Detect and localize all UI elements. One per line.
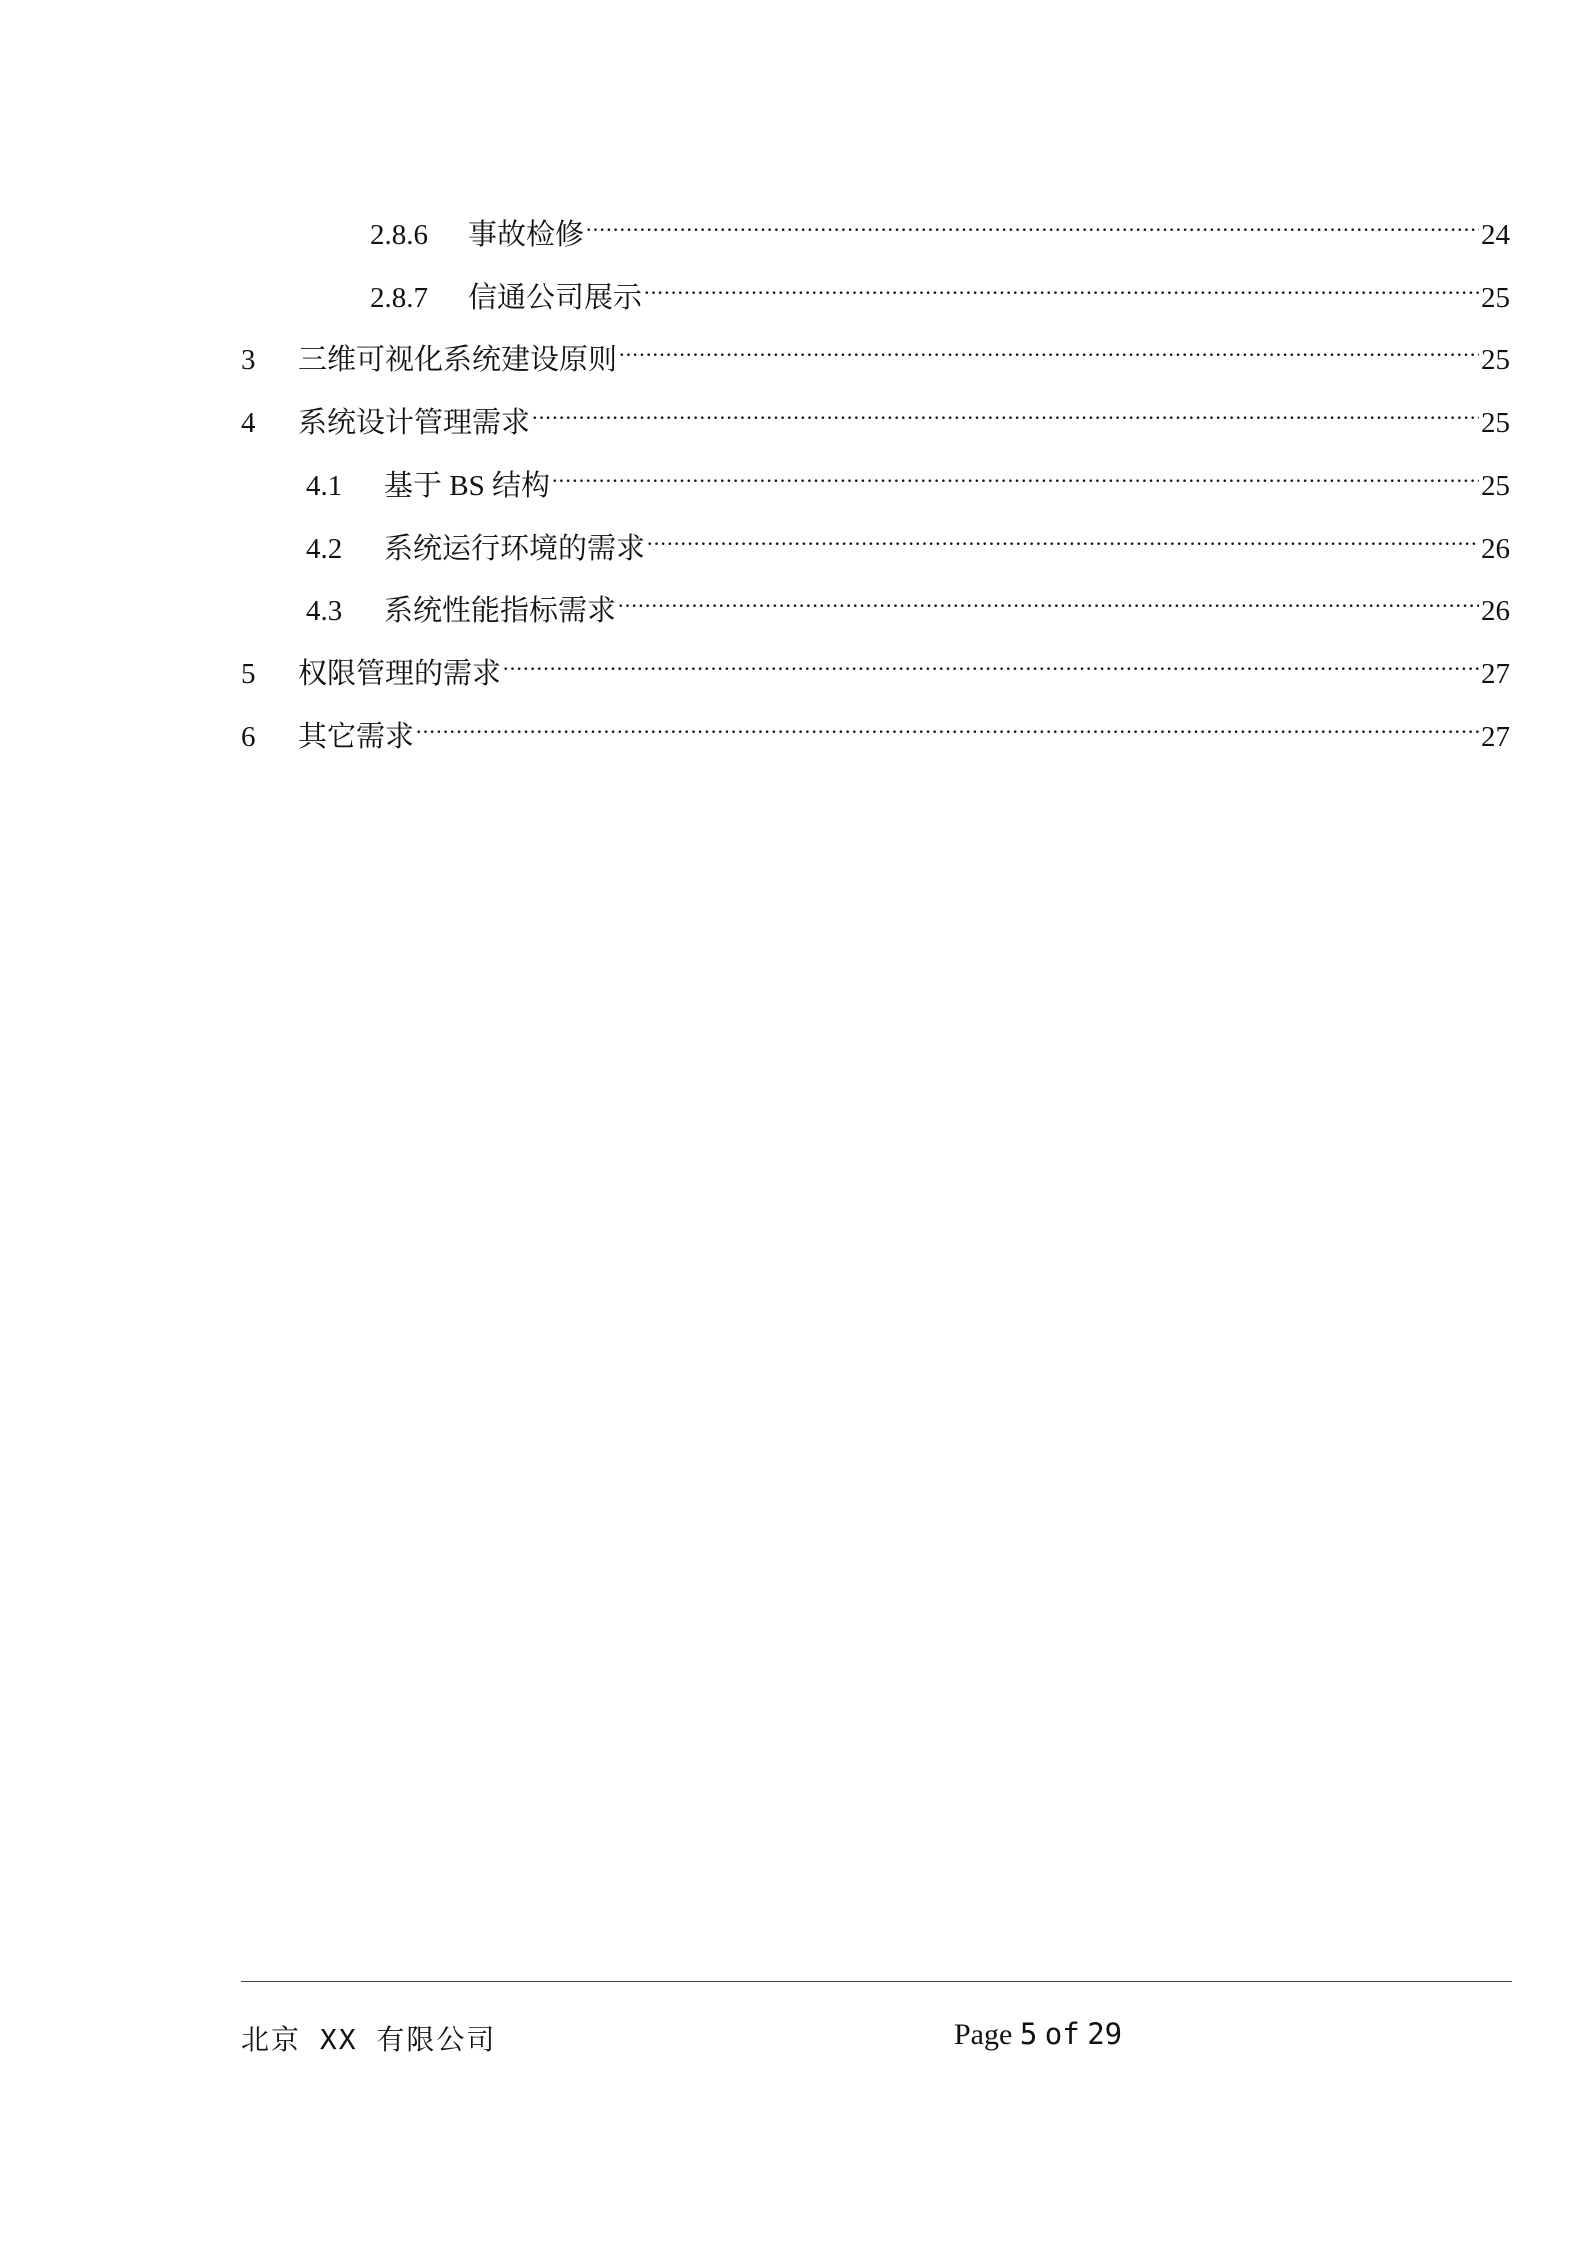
toc-entry-3[interactable] [241, 329, 1510, 376]
toc-entry-6[interactable] [241, 706, 1510, 753]
footer-page-word: Page [954, 2018, 1013, 2051]
toc-entry-number: 4 [241, 407, 256, 439]
toc-entry-4-2[interactable] [306, 518, 1510, 565]
toc-entry-number: 4.1 [306, 470, 343, 502]
toc-entry-title: 系统运行环境的需求 [384, 533, 646, 565]
toc-entry-title: 信通公司展示 [468, 282, 643, 314]
toc-entry-number: 2.8.7 [370, 282, 428, 314]
toc-entry-page: 25 [1481, 470, 1510, 502]
toc-entry-2-8-7[interactable] [370, 267, 1510, 314]
toc-leader-dots [647, 518, 1479, 558]
toc-entry-page: 26 [1481, 533, 1510, 565]
toc-entry-4[interactable] [241, 392, 1510, 439]
toc-entry-page: 25 [1481, 344, 1510, 376]
toc-leader-dots [644, 267, 1479, 307]
toc-entry-number: 6 [241, 721, 256, 753]
toc-entry-page: 25 [1481, 407, 1510, 439]
footer-page-of: of [1044, 2017, 1080, 2051]
toc-entry-number: 3 [241, 344, 256, 376]
toc-entry-title: 系统性能指标需求 [384, 595, 617, 627]
footer-divider [241, 1981, 1512, 1982]
footer-page-number [954, 2017, 1122, 2052]
toc-entry-title: 系统设计管理需求 [298, 407, 531, 439]
toc-entry-number: 4.3 [306, 595, 343, 627]
toc-entry-number: 5 [241, 658, 256, 690]
footer-company: 北京 XX 有限公司 [241, 2023, 497, 2056]
toc-entry-title: 其它需求 [298, 721, 415, 753]
toc-entry-page: 25 [1481, 282, 1510, 314]
toc-entry-title: 基于 BS 结构 [384, 470, 550, 502]
toc-entry-title: 三维可视化系统建设原则 [298, 344, 618, 376]
toc-leader-dots [586, 204, 1479, 244]
toc-entry-page: 26 [1481, 595, 1510, 627]
footer-page-total: 29 [1087, 2017, 1123, 2051]
footer-page-current: 5 [1019, 2017, 1038, 2051]
toc-entry-number: 4.2 [306, 533, 343, 565]
toc-entry-2-8-6[interactable] [370, 204, 1510, 251]
toc-leader-dots [532, 392, 1479, 432]
toc-entry-title: 事故检修 [468, 219, 585, 251]
toc-leader-dots [503, 643, 1479, 683]
toc-entry-5[interactable] [241, 643, 1510, 690]
toc-entry-4-1[interactable] [306, 455, 1510, 502]
toc-leader-dots [416, 706, 1479, 746]
toc-leader-dots [552, 455, 1479, 495]
toc-entry-page: 27 [1481, 721, 1510, 753]
toc-leader-dots [618, 580, 1479, 620]
toc-entry-title: 权限管理的需求 [298, 658, 502, 690]
toc-entry-number: 2.8.6 [370, 219, 428, 251]
toc-entry-4-3[interactable] [306, 580, 1510, 627]
toc-entry-page: 27 [1481, 658, 1510, 690]
toc-entry-page: 24 [1481, 219, 1510, 251]
toc-leader-dots [619, 329, 1479, 369]
